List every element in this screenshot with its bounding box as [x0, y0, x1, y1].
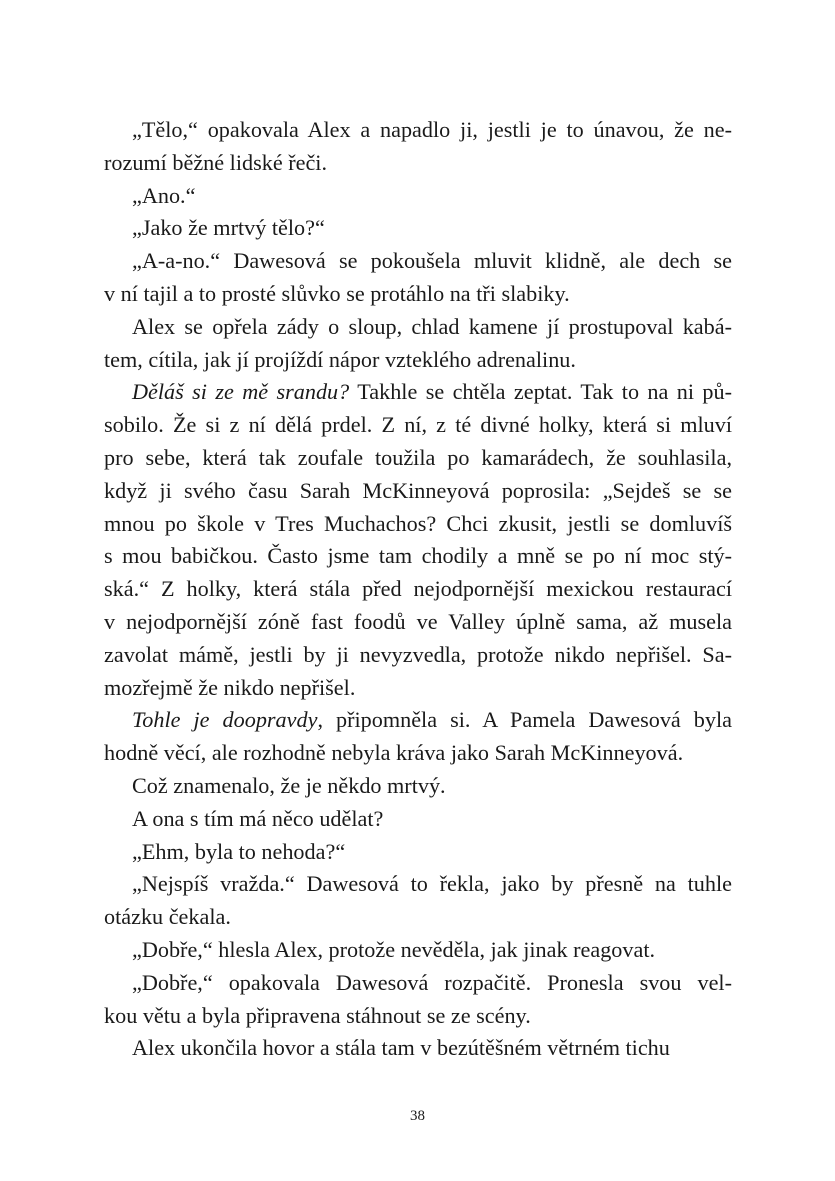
paragraph	[104, 212, 732, 245]
text-line	[104, 376, 732, 409]
line-text: v nejodpornější zóně fast foodů ve Valley úplně sama, až musela	[104, 608, 732, 634]
text-line	[104, 573, 732, 606]
line-text: „Tělo,“ opakovala Alex a napadlo ji, jestli je to únavou, že ne-	[132, 117, 732, 142]
line-text: rozumí běžné lidské řeči.	[104, 149, 328, 175]
line-text: sobilo. Že si z ní dělá prdel. Z ní, z té divné holky, která si mluví	[104, 412, 732, 438]
paragraph	[104, 311, 732, 377]
line-text: kou větu a byla připravena stáhnout se ze scény.	[104, 1002, 531, 1028]
line-text: Alex ukončila hovor a stála tam v bezútěšném větrném tichu	[132, 1035, 670, 1061]
text-line	[104, 311, 732, 344]
text-line	[104, 508, 732, 541]
text-line	[104, 868, 732, 901]
text-line	[104, 934, 732, 967]
line-text: zavolat mámě, jestli by ji nevyzvedla, protože nikdo nepřišel. Sa-	[104, 641, 732, 667]
text-line	[104, 114, 732, 147]
line-text: Což znamenalo, že je někdo mrtvý.	[132, 772, 446, 798]
line-text: s mou babičkou. Často jsme tam chodily a mně se po ní moc stý-	[104, 543, 732, 569]
line-text: , připomněla si. A Pamela Dawesová byla	[317, 707, 732, 733]
italic-phrase: Děláš si ze mě srandu?	[132, 379, 350, 405]
line-text: „Dobře,“ opakovala Dawesová rozpačitě. Pronesla svou vel-	[132, 969, 732, 995]
text-line	[104, 1000, 732, 1033]
paragraph	[104, 1032, 732, 1065]
body-text	[104, 114, 732, 1065]
paragraph	[104, 114, 732, 180]
text-line	[104, 639, 732, 672]
paragraph	[104, 836, 732, 869]
text-line	[104, 475, 732, 508]
line-text: „Dobře,“ hlesla Alex, protože nevěděla, jak jinak reagovat.	[132, 936, 656, 962]
text-line	[104, 737, 732, 770]
line-text: „A-a-no.“ Dawesová se pokoušela mluvit klidně, ale dech se	[132, 248, 732, 274]
paragraph	[104, 180, 732, 213]
paragraph	[104, 967, 732, 1033]
line-text: v ní tajil a to prosté slůvko se protáhlo na tři slabiky.	[104, 280, 570, 306]
line-text: Alex se opřela zády o sloup, chlad kamene jí prostupoval kabá-	[132, 313, 732, 339]
text-line	[104, 540, 732, 573]
text-line	[104, 901, 732, 934]
page-number: 38	[410, 1108, 425, 1124]
text-line	[104, 770, 732, 803]
text-line	[104, 1032, 732, 1065]
line-text: pro sebe, která tak zoufale toužila po kamarádech, že souhlasila,	[104, 444, 732, 470]
italic-phrase: Tohle je doopravdy	[132, 707, 318, 733]
line-text: „Ehm, byla to nehoda?“	[132, 838, 346, 864]
text-line	[104, 803, 732, 836]
text-line	[104, 442, 732, 475]
paragraph	[104, 376, 732, 704]
text-line	[104, 606, 732, 639]
text-line	[104, 967, 732, 1000]
text-line	[104, 180, 732, 213]
line-text: ská.“ Z holky, která stála před nejodpornější mexickou restaurací	[104, 576, 732, 602]
paragraph	[104, 934, 732, 967]
text-line	[104, 147, 732, 180]
text-line	[104, 278, 732, 311]
line-text: mozřejmě že nikdo nepřišel.	[104, 674, 356, 700]
text-line	[104, 672, 732, 705]
line-text: tem, cítila, jak jí projíždí nápor vzteklého adrenalinu.	[104, 346, 576, 372]
line-text: „Nejspíš vražda.“ Dawesová to řekla, jako by přesně na tuhle	[132, 871, 732, 897]
line-text: „Ano.“	[132, 182, 196, 208]
paragraph	[104, 868, 732, 934]
text-line	[104, 409, 732, 442]
line-text: otázku čekala.	[104, 904, 231, 930]
text-line	[104, 212, 732, 245]
paragraph	[104, 803, 732, 836]
paragraph	[104, 704, 732, 770]
line-text: A ona s tím má něco udělat?	[132, 805, 384, 831]
line-text: mnou po škole v Tres Muchachos? Chci zkusit, jestli se domluvíš	[104, 510, 732, 536]
paragraph	[104, 770, 732, 803]
text-line	[104, 245, 732, 278]
text-line	[104, 344, 732, 377]
text-line	[104, 836, 732, 869]
line-text: „Jako že mrtvý tělo?“	[132, 215, 325, 241]
line-text: hodně věcí, ale rozhodně nebyla kráva jako Sarah McKinneyová.	[104, 740, 684, 766]
text-line	[104, 704, 732, 737]
line-text: když ji svého času Sarah McKinneyová poprosila: „Sejdeš se se	[104, 477, 732, 503]
line-text: Takhle se chtěla zeptat. Tak to na ni pů-	[349, 379, 732, 405]
paragraph	[104, 245, 732, 311]
